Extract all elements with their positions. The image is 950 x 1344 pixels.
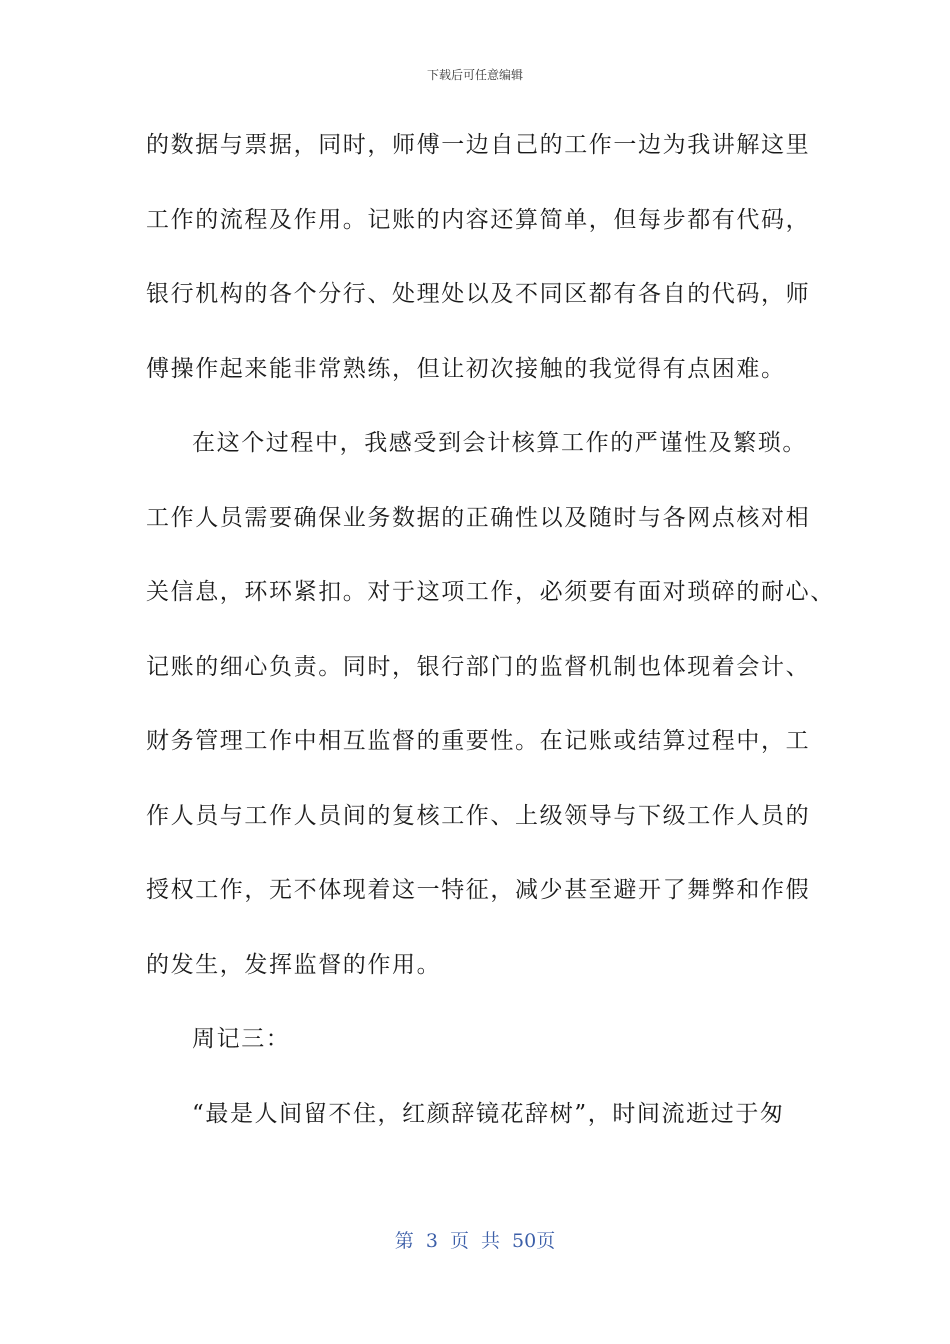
text-line: 记账的细心负责。同时，银行部门的监督机制也体现着会计、 (146, 653, 811, 680)
text-line: 工作的流程及作用。记账的内容还算简单，但每步都有代码， (146, 206, 811, 233)
text-line: 授权工作，无不体现着这一特征，减少甚至避开了舞弊和作假 (146, 877, 811, 903)
paragraph-first-line: 在这个过程中，我感受到会计核算工作的严谨性及繁琐。 (192, 430, 807, 456)
document-body (146, 120, 835, 1163)
text-line: 的发生，发挥监督的作用。 (146, 951, 442, 978)
text-line: 的数据与票据，同时，师傅一边自己的工作一边为我讲解这里 (146, 132, 811, 158)
page-number: 第 3 页 共 50页 (394, 1230, 556, 1252)
text-line: 工作人员需要确保业务数据的正确性以及随时与各网点核对相 (146, 504, 811, 531)
text-line: 作人员与工作人员间的复核工作、上级领导与下级工作人员的 (146, 802, 811, 829)
page-header: 下载后可任意编辑 (426, 68, 523, 82)
text-line: 银行机构的各个分行、处理处以及不同区都有各自的代码，师 (146, 281, 811, 307)
text-line: 关信息，环环紧扣。对于这项工作，必须要有面对琐碎的耐心、 (146, 579, 835, 605)
paragraph-first-line: “最是人间留不住，红颜辞镜花辞树”，时间流逝过于匆 (192, 1100, 785, 1127)
section-heading: 周记三： (192, 1026, 291, 1052)
text-line: 傅操作起来能非常熟练，但让初次接触的我觉得有点困难。 (146, 355, 786, 382)
text-line: 财务管理工作中相互监督的重要性。在记账或结算过程中，工 (146, 728, 811, 754)
